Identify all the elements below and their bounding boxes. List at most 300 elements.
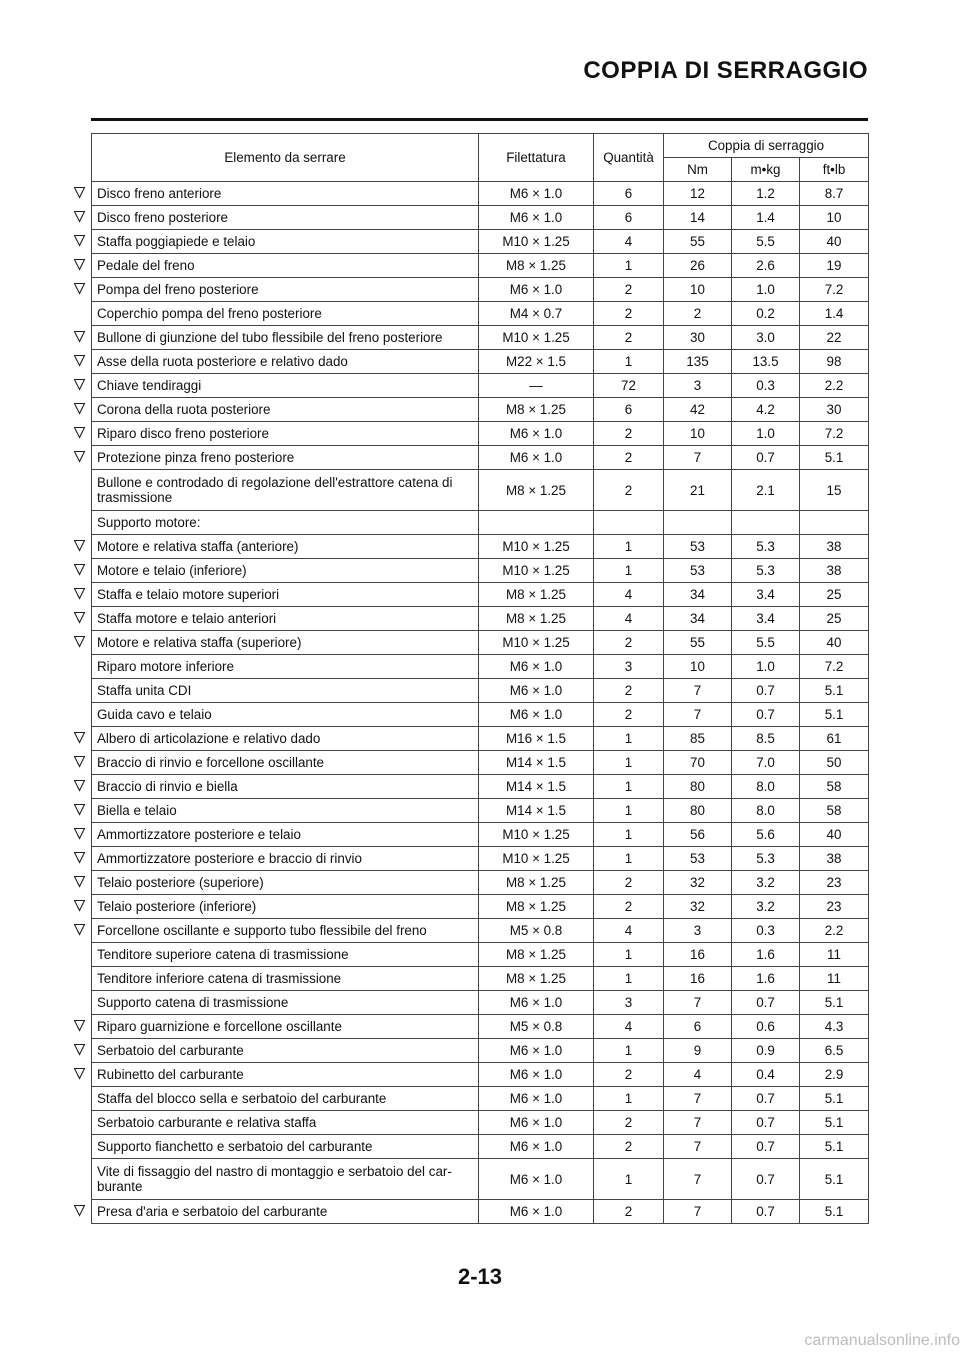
torque-table-body — [92, 182, 869, 1224]
triangle-outline-icon — [73, 875, 86, 888]
table-row — [92, 1039, 869, 1063]
cell-ftlb: 2.2 — [800, 919, 869, 943]
cell-thread: M8 × 1.25 — [479, 583, 594, 607]
cell-name: Staffa unita CDI — [92, 679, 479, 703]
cell-nm: 6 — [664, 1015, 732, 1039]
table-row — [92, 895, 869, 919]
table-row — [92, 182, 869, 206]
table-row — [92, 302, 869, 326]
cell-nm: 7 — [664, 446, 732, 470]
cell-nm: 7 — [664, 1135, 732, 1159]
table-row — [92, 1111, 869, 1135]
cell-ftlb: 23 — [800, 895, 869, 919]
cell-name: Staffa poggiapiede e telaio — [92, 230, 479, 254]
cell-thread: M8 × 1.25 — [479, 398, 594, 422]
cell-mkg: 0.3 — [732, 374, 800, 398]
cell-ftlb: 8.7 — [800, 182, 869, 206]
cell-name: Telaio posteriore (superiore) — [92, 871, 479, 895]
cell-nm: 12 — [664, 182, 732, 206]
triangle-outline-icon — [73, 1043, 86, 1056]
cell-name: Disco freno posteriore — [92, 206, 479, 230]
cell-ftlb: 15 — [800, 470, 869, 511]
cell-mkg: 0.7 — [732, 1135, 800, 1159]
table-row — [92, 326, 869, 350]
cell-ftlb: 6.5 — [800, 1039, 869, 1063]
cell-qty: 2 — [594, 703, 664, 727]
cell-nm: 32 — [664, 871, 732, 895]
cell-qty: 2 — [594, 326, 664, 350]
table-row — [92, 206, 869, 230]
cell-thread: M10 × 1.25 — [479, 535, 594, 559]
cell-ftlb: 2.2 — [800, 374, 869, 398]
triangle-outline-icon — [73, 635, 86, 648]
triangle-outline-icon — [73, 258, 86, 271]
cell-name: Vite di fissaggio del nastro di montaggio e serbatoio del car-burante — [92, 1159, 479, 1200]
cell-ftlb: 38 — [800, 847, 869, 871]
cell-qty: 1 — [594, 1039, 664, 1063]
cell-nm: 9 — [664, 1039, 732, 1063]
table-row — [92, 799, 869, 823]
cell-nm: 85 — [664, 727, 732, 751]
cell-nm: 30 — [664, 326, 732, 350]
cell-qty: 1 — [594, 823, 664, 847]
cell-ftlb: 58 — [800, 799, 869, 823]
cell-ftlb: 4.3 — [800, 1015, 869, 1039]
table-row — [92, 919, 869, 943]
cell-ftlb — [800, 511, 869, 535]
cell-mkg: 0.7 — [732, 446, 800, 470]
cell-nm: 2 — [664, 302, 732, 326]
cell-qty: 2 — [594, 871, 664, 895]
cell-nm: 10 — [664, 655, 732, 679]
cell-thread: M6 × 1.0 — [479, 1111, 594, 1135]
triangle-outline-icon — [73, 1019, 86, 1032]
cell-qty: 1 — [594, 775, 664, 799]
cell-nm: 7 — [664, 1159, 732, 1200]
cell-nm: 70 — [664, 751, 732, 775]
cell-qty: 3 — [594, 991, 664, 1015]
triangle-outline-icon — [73, 779, 86, 792]
cell-mkg: 0.6 — [732, 1015, 800, 1039]
header-thread: Filettatura — [479, 134, 594, 182]
table-row — [92, 607, 869, 631]
cell-qty: 2 — [594, 470, 664, 511]
triangle-outline-icon — [73, 539, 86, 552]
triangle-outline-icon — [73, 450, 86, 463]
cell-mkg: 0.3 — [732, 919, 800, 943]
cell-nm: 55 — [664, 631, 732, 655]
cell-qty: 4 — [594, 1015, 664, 1039]
triangle-outline-icon — [73, 827, 86, 840]
table-row — [92, 727, 869, 751]
cell-ftlb: 1.4 — [800, 302, 869, 326]
cell-qty: 1 — [594, 535, 664, 559]
cell-name: Riparo disco freno posteriore — [92, 422, 479, 446]
triangle-outline-icon — [73, 234, 86, 247]
cell-nm — [664, 511, 732, 535]
cell-ftlb: 5.1 — [800, 679, 869, 703]
cell-nm: 3 — [664, 374, 732, 398]
cell-ftlb: 38 — [800, 535, 869, 559]
cell-mkg: 1.0 — [732, 422, 800, 446]
cell-ftlb: 22 — [800, 326, 869, 350]
cell-name: Tenditore superiore catena di trasmissione — [92, 943, 479, 967]
cell-qty: 4 — [594, 919, 664, 943]
cell-nm: 16 — [664, 967, 732, 991]
cell-ftlb: 50 — [800, 751, 869, 775]
table-row — [92, 871, 869, 895]
cell-qty — [594, 511, 664, 535]
triangle-outline-icon — [73, 563, 86, 576]
cell-mkg: 0.9 — [732, 1039, 800, 1063]
cell-ftlb: 5.1 — [800, 1200, 869, 1224]
cell-ftlb: 7.2 — [800, 278, 869, 302]
cell-name: Bullone e controdado di regolazione dell'estrattore catena di trasmissione — [92, 470, 479, 511]
header-element: Elemento da serrare — [92, 134, 479, 182]
cell-nm: 55 — [664, 230, 732, 254]
cell-thread: M6 × 1.0 — [479, 655, 594, 679]
cell-thread: M8 × 1.25 — [479, 967, 594, 991]
cell-mkg: 1.4 — [732, 206, 800, 230]
cell-thread: M10 × 1.25 — [479, 559, 594, 583]
cell-qty: 1 — [594, 1087, 664, 1111]
cell-mkg: 5.3 — [732, 847, 800, 871]
page-title: COPPIA DI SERRAGGIO — [583, 57, 868, 84]
cell-name: Pedale del freno — [92, 254, 479, 278]
cell-qty: 1 — [594, 1159, 664, 1200]
cell-ftlb: 40 — [800, 230, 869, 254]
cell-mkg: 0.7 — [732, 703, 800, 727]
triangle-outline-icon — [73, 803, 86, 816]
cell-mkg: 5.3 — [732, 559, 800, 583]
cell-qty: 4 — [594, 583, 664, 607]
header-ftlb: ft•lb — [800, 158, 869, 182]
cell-nm: 7 — [664, 991, 732, 1015]
cell-name: Ammortizzatore posteriore e braccio di rinvio — [92, 847, 479, 871]
cell-ftlb: 11 — [800, 967, 869, 991]
cell-mkg: 0.7 — [732, 991, 800, 1015]
cell-qty: 1 — [594, 943, 664, 967]
table-row — [92, 278, 869, 302]
cell-qty: 2 — [594, 1111, 664, 1135]
cell-nm: 16 — [664, 943, 732, 967]
triangle-outline-icon — [73, 378, 86, 391]
cell-nm: 3 — [664, 919, 732, 943]
cell-ftlb: 5.1 — [800, 703, 869, 727]
cell-name: Motore e relativa staffa (anteriore) — [92, 535, 479, 559]
cell-nm: 34 — [664, 607, 732, 631]
cell-thread: M14 × 1.5 — [479, 751, 594, 775]
row-marks-column — [70, 0, 90, 1358]
cell-qty: 1 — [594, 967, 664, 991]
table-row — [92, 1063, 869, 1087]
cell-nm: 7 — [664, 703, 732, 727]
cell-thread: M6 × 1.0 — [479, 1087, 594, 1111]
cell-name: Braccio di rinvio e forcellone oscillante — [92, 751, 479, 775]
cell-mkg: 3.2 — [732, 871, 800, 895]
cell-qty: 2 — [594, 1200, 664, 1224]
cell-name: Motore e relativa staffa (superiore) — [92, 631, 479, 655]
cell-mkg: 2.1 — [732, 470, 800, 511]
cell-thread: M6 × 1.0 — [479, 1039, 594, 1063]
cell-thread: M6 × 1.0 — [479, 446, 594, 470]
triangle-outline-icon — [73, 402, 86, 415]
cell-mkg: 0.7 — [732, 1159, 800, 1200]
cell-mkg: 3.4 — [732, 607, 800, 631]
cell-ftlb: 25 — [800, 607, 869, 631]
cell-ftlb: 40 — [800, 823, 869, 847]
cell-name: Supporto fianchetto e serbatoio del carburante — [92, 1135, 479, 1159]
table-row — [92, 703, 869, 727]
cell-nm: 7 — [664, 1111, 732, 1135]
cell-mkg: 2.6 — [732, 254, 800, 278]
cell-nm: 80 — [664, 799, 732, 823]
cell-ftlb: 23 — [800, 871, 869, 895]
cell-thread: M6 × 1.0 — [479, 422, 594, 446]
cell-nm: 7 — [664, 1200, 732, 1224]
cell-thread: — — [479, 374, 594, 398]
cell-mkg: 3.0 — [732, 326, 800, 350]
cell-qty: 6 — [594, 206, 664, 230]
page-number: 2-13 — [457, 1264, 503, 1289]
cell-name: Corona della ruota posteriore — [92, 398, 479, 422]
cell-thread: M10 × 1.25 — [479, 326, 594, 350]
cell-ftlb: 58 — [800, 775, 869, 799]
table-row — [92, 967, 869, 991]
cell-mkg: 3.2 — [732, 895, 800, 919]
cell-name: Staffa motore e telaio anteriori — [92, 607, 479, 631]
table-row — [92, 446, 869, 470]
cell-ftlb: 10 — [800, 206, 869, 230]
cell-ftlb: 38 — [800, 559, 869, 583]
cell-thread: M6 × 1.0 — [479, 182, 594, 206]
cell-qty: 1 — [594, 751, 664, 775]
cell-thread: M22 × 1.5 — [479, 350, 594, 374]
cell-name: Serbatoio del carburante — [92, 1039, 479, 1063]
table-row — [92, 823, 869, 847]
cell-mkg: 0.7 — [732, 1087, 800, 1111]
cell-mkg: 5.3 — [732, 535, 800, 559]
cell-name: Biella e telaio — [92, 799, 479, 823]
cell-name: Serbatoio carburante e relativa staffa — [92, 1111, 479, 1135]
cell-thread: M5 × 0.8 — [479, 919, 594, 943]
triangle-outline-icon — [73, 755, 86, 768]
cell-qty: 1 — [594, 559, 664, 583]
triangle-outline-icon — [73, 210, 86, 223]
table-row — [92, 559, 869, 583]
cell-ftlb: 7.2 — [800, 655, 869, 679]
table-row — [92, 991, 869, 1015]
table-row — [92, 422, 869, 446]
cell-mkg: 5.6 — [732, 823, 800, 847]
cell-qty: 1 — [594, 254, 664, 278]
triangle-outline-icon — [73, 923, 86, 936]
cell-ftlb: 5.1 — [800, 1087, 869, 1111]
cell-ftlb: 7.2 — [800, 422, 869, 446]
cell-thread: M8 × 1.25 — [479, 943, 594, 967]
cell-nm: 7 — [664, 679, 732, 703]
header-qty: Quantità — [594, 134, 664, 182]
cell-thread: M8 × 1.25 — [479, 871, 594, 895]
cell-mkg: 1.0 — [732, 655, 800, 679]
header-nm: Nm — [664, 158, 732, 182]
cell-mkg: 0.7 — [732, 1111, 800, 1135]
cell-qty: 2 — [594, 631, 664, 655]
cell-ftlb: 2.9 — [800, 1063, 869, 1087]
table-row — [92, 943, 869, 967]
cell-thread: M6 × 1.0 — [479, 703, 594, 727]
cell-mkg: 3.4 — [732, 583, 800, 607]
cell-thread: M6 × 1.0 — [479, 679, 594, 703]
cell-nm: 32 — [664, 895, 732, 919]
triangle-outline-icon — [73, 611, 86, 624]
cell-name: Supporto motore: — [92, 511, 479, 535]
header-torque: Coppia di serraggio — [664, 134, 869, 158]
cell-ftlb: 5.1 — [800, 1159, 869, 1200]
cell-name: Bullone di giunzione del tubo flessibile del freno posteriore — [92, 326, 479, 350]
cell-mkg: 8.0 — [732, 775, 800, 799]
cell-thread: M6 × 1.0 — [479, 1063, 594, 1087]
cell-thread: M5 × 0.8 — [479, 1015, 594, 1039]
torque-table — [91, 133, 869, 1224]
cell-qty: 2 — [594, 1063, 664, 1087]
cell-name: Staffa del blocco sella e serbatoio del carburante — [92, 1087, 479, 1111]
cell-ftlb: 5.1 — [800, 446, 869, 470]
table-row — [92, 775, 869, 799]
cell-thread: M4 × 0.7 — [479, 302, 594, 326]
cell-nm: 7 — [664, 1087, 732, 1111]
cell-nm: 42 — [664, 398, 732, 422]
torque-table-header — [92, 134, 869, 182]
table-row — [92, 398, 869, 422]
table-row — [92, 1135, 869, 1159]
triangle-outline-icon — [73, 899, 86, 912]
watermark: carmanualsonline.info — [804, 1332, 960, 1349]
cell-qty: 2 — [594, 446, 664, 470]
cell-qty: 2 — [594, 895, 664, 919]
cell-name: Braccio di rinvio e biella — [92, 775, 479, 799]
cell-nm: 34 — [664, 583, 732, 607]
triangle-outline-icon — [73, 282, 86, 295]
cell-ftlb: 19 — [800, 254, 869, 278]
table-row — [92, 583, 869, 607]
cell-qty: 6 — [594, 182, 664, 206]
cell-mkg: 8.0 — [732, 799, 800, 823]
cell-nm: 53 — [664, 535, 732, 559]
cell-qty: 1 — [594, 727, 664, 751]
cell-name: Riparo guarnizione e forcellone oscillante — [92, 1015, 479, 1039]
cell-qty: 1 — [594, 847, 664, 871]
cell-qty: 4 — [594, 230, 664, 254]
triangle-outline-icon — [73, 354, 86, 367]
cell-name: Telaio posteriore (inferiore) — [92, 895, 479, 919]
cell-qty: 2 — [594, 278, 664, 302]
table-row — [92, 847, 869, 871]
cell-thread: M8 × 1.25 — [479, 895, 594, 919]
cell-ftlb: 40 — [800, 631, 869, 655]
cell-ftlb: 5.1 — [800, 991, 869, 1015]
cell-nm: 26 — [664, 254, 732, 278]
cell-name: Motore e telaio (inferiore) — [92, 559, 479, 583]
cell-name: Coperchio pompa del freno posteriore — [92, 302, 479, 326]
header-mkg: m•kg — [732, 158, 800, 182]
cell-mkg: 1.6 — [732, 943, 800, 967]
cell-mkg — [732, 511, 800, 535]
table-row — [92, 1200, 869, 1224]
cell-mkg: 0.7 — [732, 1200, 800, 1224]
cell-thread: M10 × 1.25 — [479, 847, 594, 871]
cell-qty: 2 — [594, 1135, 664, 1159]
cell-thread: M6 × 1.0 — [479, 1200, 594, 1224]
cell-ftlb: 61 — [800, 727, 869, 751]
cell-mkg: 5.5 — [732, 230, 800, 254]
table-row — [92, 751, 869, 775]
cell-thread: M6 × 1.0 — [479, 1135, 594, 1159]
cell-nm: 4 — [664, 1063, 732, 1087]
cell-mkg: 7.0 — [732, 751, 800, 775]
cell-ftlb: 5.1 — [800, 1111, 869, 1135]
cell-qty: 6 — [594, 398, 664, 422]
table-row — [92, 631, 869, 655]
cell-qty: 4 — [594, 607, 664, 631]
cell-qty: 72 — [594, 374, 664, 398]
cell-name: Protezione pinza freno posteriore — [92, 446, 479, 470]
cell-thread: M10 × 1.25 — [479, 230, 594, 254]
cell-name: Staffa e telaio motore superiori — [92, 583, 479, 607]
cell-nm: 135 — [664, 350, 732, 374]
cell-name: Pompa del freno posteriore — [92, 278, 479, 302]
cell-thread: M6 × 1.0 — [479, 278, 594, 302]
cell-nm: 14 — [664, 206, 732, 230]
cell-nm: 53 — [664, 559, 732, 583]
cell-ftlb: 98 — [800, 350, 869, 374]
table-row — [92, 470, 869, 511]
cell-name: Forcellone oscillante e supporto tubo flessibile del freno — [92, 919, 479, 943]
cell-thread: M14 × 1.5 — [479, 799, 594, 823]
triangle-outline-icon — [73, 426, 86, 439]
cell-nm: 56 — [664, 823, 732, 847]
cell-qty: 3 — [594, 655, 664, 679]
cell-mkg: 1.2 — [732, 182, 800, 206]
cell-thread: M16 × 1.5 — [479, 727, 594, 751]
cell-qty: 2 — [594, 679, 664, 703]
cell-name: Supporto catena di trasmissione — [92, 991, 479, 1015]
cell-nm: 80 — [664, 775, 732, 799]
triangle-outline-icon — [73, 330, 86, 343]
cell-mkg: 13.5 — [732, 350, 800, 374]
cell-thread: M10 × 1.25 — [479, 631, 594, 655]
cell-thread: M6 × 1.0 — [479, 1159, 594, 1200]
cell-nm: 10 — [664, 278, 732, 302]
cell-mkg: 0.4 — [732, 1063, 800, 1087]
cell-thread: M14 × 1.5 — [479, 775, 594, 799]
cell-thread: M8 × 1.25 — [479, 470, 594, 511]
cell-nm: 53 — [664, 847, 732, 871]
cell-name: Ammortizzatore posteriore e telaio — [92, 823, 479, 847]
cell-name: Presa d'aria e serbatoio del carburante — [92, 1200, 479, 1224]
cell-mkg: 4.2 — [732, 398, 800, 422]
triangle-outline-icon — [73, 851, 86, 864]
cell-qty: 1 — [594, 799, 664, 823]
title-rule — [91, 118, 868, 121]
table-row — [92, 1087, 869, 1111]
table-row — [92, 374, 869, 398]
cell-name: Chiave tendiraggi — [92, 374, 479, 398]
cell-mkg: 5.5 — [732, 631, 800, 655]
cell-ftlb: 5.1 — [800, 1135, 869, 1159]
cell-thread — [479, 511, 594, 535]
cell-qty: 1 — [594, 350, 664, 374]
